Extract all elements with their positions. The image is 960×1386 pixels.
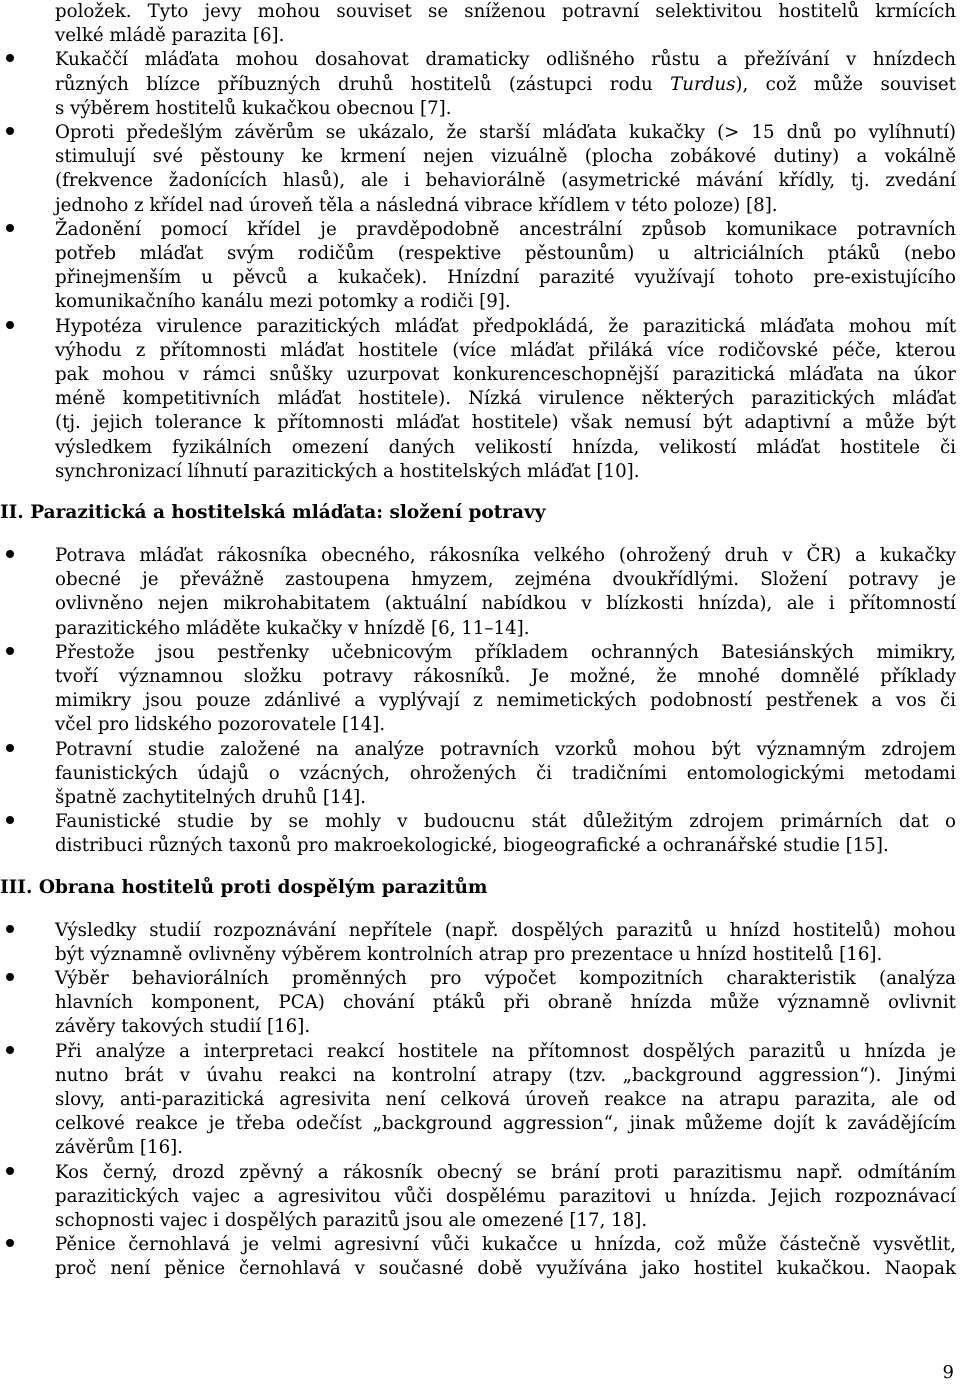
text-line: přinejmenším u pěvců a kukaček). Hnízdní parazité využívají tohoto pre-existujícího — [55, 267, 956, 289]
text-line: synchronizací líhnutí parazitických a hostitelských mláďat [10]. — [55, 460, 640, 482]
bullet-icon — [6, 744, 14, 752]
text-line: Výsledky studií rozpoznávání nepřítele (např. dospělých parazitů u hnízd hostitelů) mohou — [55, 919, 956, 941]
text-line: jednoho z křídel nad úroveň těla a následná vibrace křídlem v této poloze) [8]. — [55, 194, 778, 216]
bullet-item — [0, 810, 960, 858]
text-line: schopnosti vajec i dospělých parazitů jsou ale omezené [17, 18]. — [55, 1209, 648, 1231]
section-heading: III. Obrana hostitelů proti dospělým parazitům — [0, 876, 488, 898]
text-line: Potravní studie založené na analýze potravních vzorků mohou být významným zdrojem — [55, 738, 956, 760]
bullet-item — [0, 738, 960, 811]
text-line: komunikačního kanálu mezi potomky a rodiči [9]. — [55, 291, 511, 313]
text-line: Žadonění pomocí křídel je pravděpodobně ancestrální způsob komunikace potravních — [55, 218, 956, 240]
section-heading: II. Parazitická a hostitelská mláďata: složení potravy — [0, 502, 546, 523]
bullet-item — [0, 121, 960, 218]
bullet-item — [0, 919, 960, 967]
text-line: faunistických údajů o vzácných, ohrožených či tradičními entomologickými metodami — [55, 762, 956, 784]
bullet-icon — [6, 816, 14, 824]
bullet-icon — [6, 127, 14, 135]
text-line: stimulují své pěstouny ke krmení nejen vizuálně (plocha zobákové dutiny) a vokálně — [55, 146, 956, 168]
text-line: výhodu z přítomnosti mláďat hostitele (více mláďat přiláká více rodičovské péče, kterou — [55, 339, 956, 361]
bullet-icon — [6, 224, 14, 232]
text-line: Kos černý, drozd zpěvný a rákosník obecný se brání proti parazitismu např. odmítáním — [55, 1161, 956, 1183]
bullet-item — [0, 218, 960, 315]
bullet-icon — [6, 647, 14, 655]
text-line: ovlivněno nejen mikrohabitatem (aktuální nabídkou v blízkosti hnízda), ale i přítomností — [55, 593, 956, 615]
text-line: obecné je převážně zastoupena hmyzem, zejména dvoukřídlými. Složení potravy je — [55, 569, 956, 591]
text-line: (frekvence žadonících hlasů), ale i behaviorálně (asymetrické mávání křídly, tj. zvedání — [55, 170, 956, 192]
text-line: parazitických vajec a agresivitou vůči dospělému parazitovi u hnízda. Jejich rozpoznávací — [55, 1185, 956, 1207]
text-line: Při analýze a interpretaci reakcí hostitele na přítomnost dospělých parazitů u hnízda je — [55, 1040, 956, 1062]
text-line: méně kompetitivních mláďat hostitele). Nízká virulence některých parazitických mláďat — [55, 388, 956, 410]
bullet-item — [0, 544, 960, 641]
text-line: výsledkem fyzikálních omezení daných velikostí hnízda, velikostí mláďat hostitele či — [55, 436, 956, 458]
bullet-icon — [6, 550, 14, 558]
text-line: různých blízce příbuzných druhů hostitelů (zástupci rodu Turdus), což může souviset — [55, 73, 956, 95]
bullet-item — [0, 48, 960, 121]
bullet-item — [0, 1233, 960, 1281]
bullet-icon — [6, 321, 14, 329]
text-line: mimikry jsou pouze zdánlivé a vyplývají z nemimetických podobností pestřenek a vos či — [55, 690, 956, 712]
bullet-icon — [6, 925, 14, 933]
page-number: 9 — [942, 1362, 954, 1383]
bullet-icon — [6, 973, 14, 981]
text-line: hlavních komponent, PCA) chování ptáků při obraně hnízda může významně ovlivnit — [55, 992, 956, 1014]
text-line: pak mohou v rámci snůšky uzurpovat konkurenceschopnější parazitická mláďata na úkor — [55, 363, 956, 385]
text-line: Faunistické studie by se mohly v budoucnu stát důležitým zdrojem primárních dat o — [55, 811, 956, 833]
text-line: Potrava mláďat rákosníka obecného, rákosníka velkého (ohrožený druh v ČR) a kukačky — [55, 545, 956, 566]
bullet-item — [0, 315, 960, 484]
text-line: potřeb mláďat svým rodičům (respektive pěstounům) u altriciálních ptáků (nebo — [55, 242, 956, 264]
bullet-item — [0, 1040, 960, 1161]
text-line: parazitického mláděte kukačky v hnízdě [6, 11–14]. — [55, 617, 530, 639]
paragraph-continuation — [0, 0, 960, 48]
bullet-item — [0, 967, 960, 1040]
text-line: Výběr behaviorálních proměnných pro výpočet kompozitních charakteristik (analýza — [55, 968, 956, 989]
text-line: nutno brát v úvahu reakci na kontrolní atrapy (tzv. „background aggression“). Jinými — [55, 1064, 956, 1086]
text-line: slovy, anti-parazitická agresivita není celková úroveň reakce na atrapu parazita, ale od — [55, 1088, 956, 1110]
text-line: tvoří významnou složku potravy rákosníků. Je možné, že mnohé domnělé příklady — [55, 665, 956, 687]
text-line: včel pro lidského pozorovatele [14]. — [55, 714, 386, 736]
text-line: Přestože jsou pestřenky učebnicovým příkladem ochranných Batesiánských mimikry, — [55, 641, 956, 663]
bullet-icon — [6, 54, 14, 62]
text-line: celkové reakce je třeba odečíst „background aggression“, jinak můžeme dojít k zavádějícím — [55, 1113, 956, 1135]
text-line: Oproti předešlým závěrům se ukázalo, že starší mláďata kukačky (> 15 dnů po vylíhnutí) — [55, 122, 956, 143]
bullet-icon — [6, 1167, 14, 1175]
text-line: špatně zachytitelných druhů [14]. — [55, 786, 367, 808]
bullet-icon — [6, 1046, 14, 1054]
text-line: Pěnice černohlavá je velmi agresivní vůči kukačce u hnízda, což může částečně vysvětlit, — [55, 1234, 956, 1256]
text-line: závěry takových studií [16]. — [55, 1016, 311, 1038]
text-line: Kukaččí mláďata mohou dosahovat dramaticky odlišného růstu a přežívání v hnízdech — [55, 49, 956, 71]
text-line: být významně ovlivněny výběrem kontrolních atrap pro prezentace u hnízd hostitelů [16]. — [55, 943, 883, 965]
bullet-item — [0, 1161, 960, 1234]
text-line: distribuci různých taxonů pro makroekologické, biogeografické a ochranářské studie [15]. — [55, 835, 889, 857]
text-line: závěrům [16]. — [55, 1137, 184, 1159]
text-line: (tj. jejich tolerance k přítomnosti mláďat hostitele) však nemusí být adaptivní a může být — [55, 412, 956, 434]
text-line: s výběrem hostitelů kukačkou obecnou [7]. — [55, 97, 452, 119]
text-line: položek. Tyto jevy mohou souviset se sníženou potravní selektivitou hostitelů krmících — [55, 1, 956, 22]
bullet-icon — [6, 1239, 14, 1247]
bullet-item — [0, 641, 960, 738]
text-line: Hypotéza virulence parazitických mláďat předpokládá, že parazitická mláďata mohou mít — [55, 315, 956, 337]
text-line: velké mládě parazita [6]. — [55, 25, 285, 47]
text-line: proč není pěnice černohlavá v současné době využívána jako hostitel kukačkou. Naopak — [55, 1258, 956, 1280]
